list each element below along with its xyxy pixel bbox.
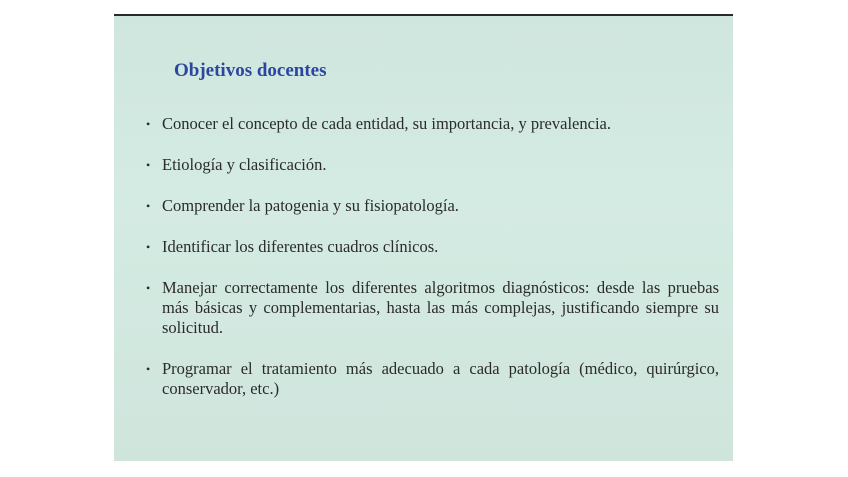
- objectives-list: [144, 114, 719, 399]
- list-item-text: Etiología y clasificación.: [162, 155, 327, 174]
- bullet-icon: •: [146, 281, 151, 295]
- bullet-icon: •: [146, 199, 151, 213]
- bullet-icon: •: [146, 240, 151, 254]
- bullet-icon: •: [146, 158, 151, 172]
- list-item: [144, 359, 719, 399]
- list-item-text: Programar el tratamiento más adecuado a cada patología (médico, quirúrgico, conservador, etc.): [162, 359, 719, 398]
- list-item: [144, 155, 719, 175]
- list-item-text: Conocer el concepto de cada entidad, su importancia, y prevalencia.: [162, 114, 611, 133]
- bullet-icon: •: [146, 362, 151, 376]
- slide-title: Objetivos docentes: [174, 60, 327, 81]
- list-item: [144, 278, 719, 338]
- list-item-text: Comprender la patogenia y su fisiopatología.: [162, 196, 459, 215]
- list-item-text: Manejar correctamente los diferentes algoritmos diagnósticos: desde las pruebas más básicas y complementarias, hasta las más complejas, justificando siempre su solicitud.: [162, 278, 719, 337]
- list-item: [144, 237, 719, 257]
- slide: [114, 14, 733, 461]
- bullet-icon: •: [146, 117, 151, 131]
- list-item-text: Identificar los diferentes cuadros clínicos.: [162, 237, 439, 256]
- list-item: [144, 196, 719, 216]
- list-item: [144, 114, 719, 134]
